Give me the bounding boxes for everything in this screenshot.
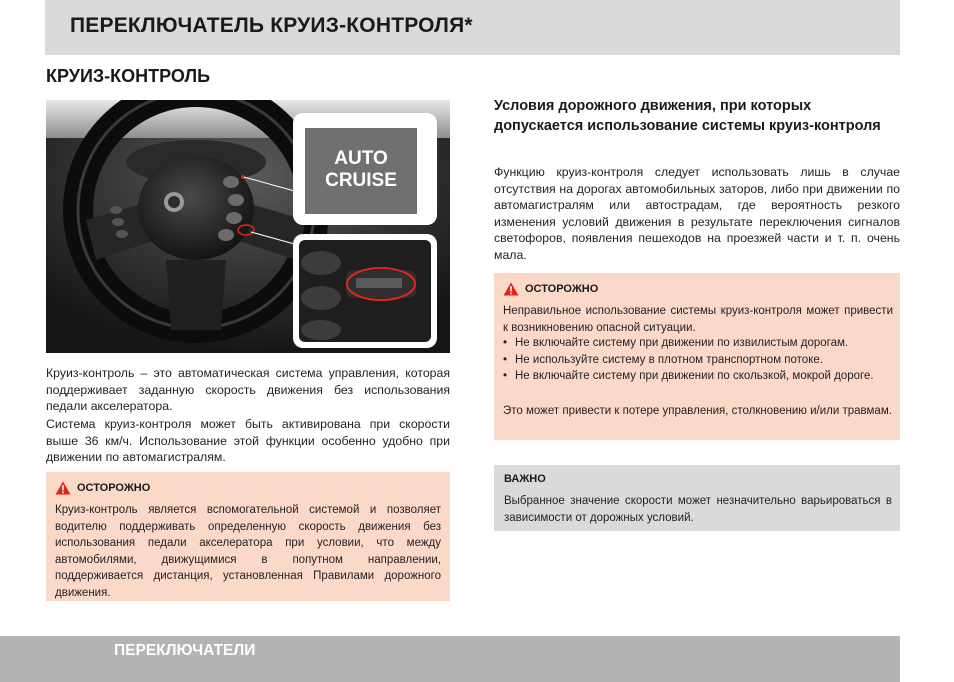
page-title: ПЕРЕКЛЮЧАТЕЛЬ КРУИЗ-КОНТРОЛЯ* (70, 14, 473, 37)
footer-label: ПЕРЕКЛЮЧАТЕЛИ (114, 642, 256, 659)
page-header (45, 0, 900, 55)
important-text: Выбранное значение скорости может незначительно варьироваться в зависимости от дорожных условий. (504, 495, 892, 524)
caution-header (503, 282, 598, 296)
caution-outro: Это может привести к потере управления, столкновению и/или травмам. (503, 405, 892, 417)
list-item: • Не включайте систему при движении по извилистым дорогам. (503, 335, 893, 352)
auto-cruise-line1: AUTO (334, 148, 388, 169)
important-title: ВАЖНО (504, 473, 546, 485)
caution-intro: Неправильное использование системы круиз-контроля может привести к возникновению опасной ситуации. (503, 305, 893, 334)
caution-box-left (46, 472, 450, 601)
page-footer (0, 636, 900, 682)
list-item: • Не используйте систему в плотном транспортном потоке. (503, 352, 893, 369)
section-title: КРУИЗ-КОНТРОЛЬ (46, 66, 211, 86)
important-box (494, 465, 900, 531)
steering-wheel-illustration (46, 100, 450, 353)
caution-list (503, 335, 893, 385)
steering-wheel-photo (46, 100, 450, 353)
auto-cruise-line2: CRUISE (325, 170, 397, 191)
intro-paragraph: Круиз-контроль – это автоматическая система управления, которая поддерживает заданную скорость движения без использования педали акселератора. (46, 366, 450, 413)
activation-paragraph: Система круиз-контроля может быть активирована при скорости выше 36 км/ч. Использование этой функции особенно удобно при движении по автомагистралям. (46, 417, 450, 464)
traffic-conditions-title: Условия дорожного движения, при которых допускается использование системы круиз-контроля (494, 98, 881, 134)
caution-title: ОСТОРОЖНО (525, 283, 599, 295)
traffic-conditions-paragraph: Функцию круиз-контроля следует использовать лишь в случае отсутствия на дорогах автомобильных заторов, либо при движении по автомагистралям или автострадам, где вероятность резкого изменения условий движения в результате переключения сигналов светофоров, появления пешеходов на проезжей части и т. п. очень мала. (494, 165, 900, 262)
caution-title: ОСТОРОЖНО (77, 482, 151, 494)
warning-triangle-icon (55, 481, 71, 495)
caution-box-right (494, 273, 900, 440)
caution-header (55, 481, 150, 495)
warning-triangle-icon (503, 282, 519, 296)
list-item: • Не включайте систему при движении по скользкой, мокрой дороге. (503, 368, 893, 385)
caution-text: Круиз-контроль является вспомогательной системой и позволяет водителю поддерживать определенную скорость движения без использования педали акселератора при условии, что между автомобилями, движущимися в попутном направлении, поддерживается дистанция, установленная Правилами дорожного движения. (55, 504, 441, 599)
